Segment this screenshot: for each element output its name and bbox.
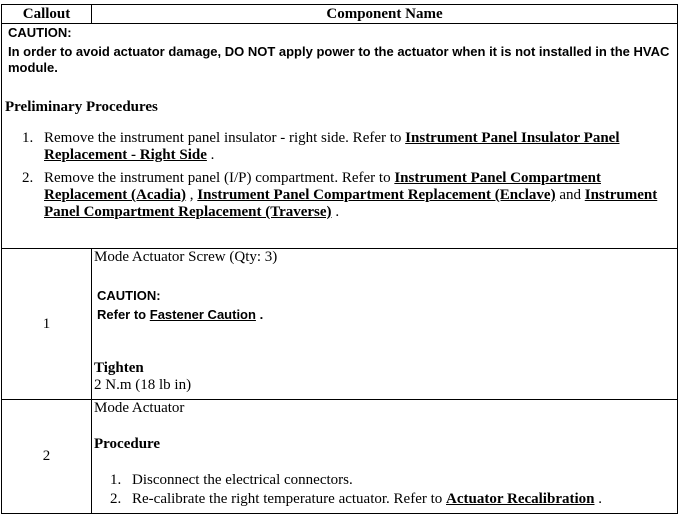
link-separator: , <box>189 187 194 203</box>
list-item <box>2 170 677 221</box>
fastener-caution-link[interactable]: Fastener Caution <box>149 307 256 322</box>
table-row <box>2 400 678 514</box>
table-header-row <box>2 5 678 24</box>
list-item <box>2 130 677 164</box>
intro-row <box>2 24 678 249</box>
preliminary-steps-list <box>2 130 677 221</box>
procedure-heading: Procedure <box>94 436 161 452</box>
component-name: Mode Actuator <box>94 400 185 416</box>
caution-title: CAUTION: <box>8 25 72 40</box>
procedure-steps-list <box>94 472 677 508</box>
callout-number: 2 <box>2 400 92 514</box>
component-cell <box>92 249 678 400</box>
compartment-traverse-link[interactable]: Instrument Panel Compartment Replacement (Traverse) <box>44 187 658 220</box>
caution-text: In order to avoid actuator damage, DO NOT apply power to the actuator when it is not installed in the HVAC module. <box>8 44 670 75</box>
caution-end: . <box>259 307 264 322</box>
procedure-table <box>1 4 678 514</box>
step-end: . <box>210 147 215 163</box>
step-number: 2. <box>110 491 122 507</box>
step-text: Remove the instrument panel insulator - right side. Refer to <box>44 130 402 146</box>
caution-title: CAUTION: <box>97 288 161 303</box>
actuator-recalibration-link[interactable]: Actuator Recalibration <box>446 491 595 507</box>
list-item <box>94 472 677 489</box>
list-item <box>94 491 677 508</box>
fastener-caution-block <box>97 286 677 324</box>
step-number: 1. <box>22 130 34 146</box>
component-name-column-header: Component Name <box>92 5 678 24</box>
step-text: Disconnect the electrical connectors. <box>132 472 353 488</box>
component-cell <box>92 400 678 514</box>
component-name: Mode Actuator Screw (Qty: 3) <box>94 249 278 265</box>
step-text: Remove the instrument panel (I/P) compartment. Refer to <box>44 170 391 186</box>
caution-prefix: Refer to <box>97 307 147 322</box>
link-separator: and <box>559 187 581 203</box>
step-number: 2. <box>22 170 34 186</box>
intro-cell <box>2 24 678 249</box>
callout-column-header: Callout <box>2 5 92 24</box>
caution-reference <box>97 305 677 324</box>
step-number: 1. <box>110 472 122 488</box>
step-end: . <box>335 204 340 220</box>
table-row <box>2 249 678 400</box>
step-end: . <box>598 491 602 507</box>
callout-number: 1 <box>2 249 92 400</box>
tighten-label: Tighten <box>94 360 144 376</box>
torque-spec: 2 N.m (18 lb in) <box>94 377 192 393</box>
caution-block <box>2 24 677 76</box>
step-text: Re-calibrate the right temperature actuator. Refer to <box>132 491 443 507</box>
compartment-acadia-link[interactable]: Instrument Panel Compartment Replacement (Acadia) <box>44 170 601 203</box>
compartment-enclave-link[interactable]: Instrument Panel Compartment Replacement (Enclave) <box>197 187 556 203</box>
preliminary-procedures-heading: Preliminary Procedures <box>5 99 158 115</box>
insulator-replacement-link[interactable]: Instrument Panel Insulator Panel Replacement - Right Side <box>44 130 620 163</box>
